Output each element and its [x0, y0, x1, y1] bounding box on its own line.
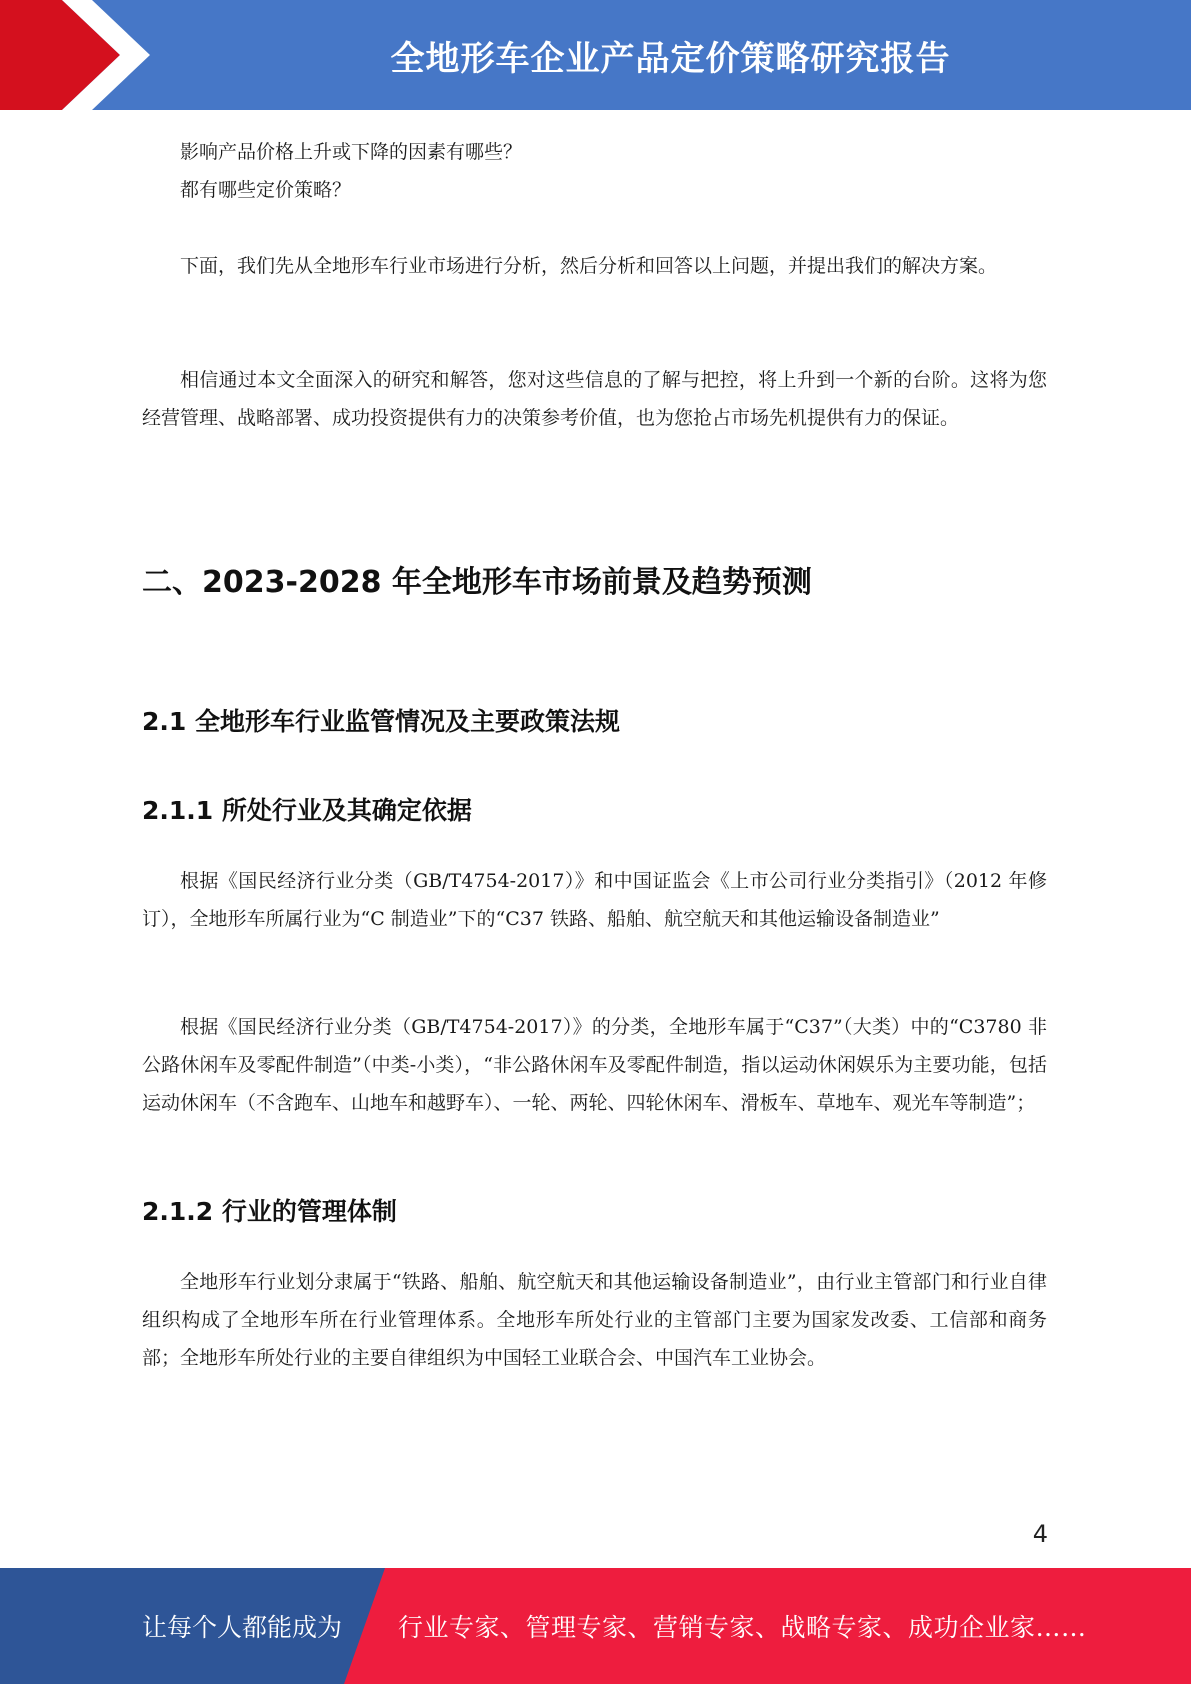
section-2-1-heading: 2.1 全地形车行业监管情况及主要政策法规: [142, 707, 620, 736]
question-2: 都有哪些定价策略？: [180, 179, 352, 201]
intro-paragraph-next: [142, 247, 1047, 285]
footer-slogan-left: 让每个人都能成为: [142, 1613, 343, 1642]
paragraph: 相信通过本文全面深入的研究和解答，您对这些信息的了解与把控，将上升到一个新的台阶。这将为您经营管理、战略部署、成功投资提供有力的决策参考价值，也为您抢占市场先机提供有力的保证。: [142, 369, 1047, 429]
header-banner: [0, 0, 1191, 110]
section-2-heading: 二、2023-2028 年全地形车市场前景及趋势预测: [142, 565, 812, 600]
paragraph: 根据《国民经济行业分类（GB/T4754-2017）》和中国证监会《上市公司行业分类指引》（2012 年修订），全地形车所属行业为“C 制造业”下的“C37 铁路、船舶、航空航天和其他运输设备制造业”: [142, 870, 1047, 930]
paragraph: 全地形车行业划分隶属于“铁路、船舶、航空航天和其他运输设备制造业”，由行业主管部门和行业自律组织构成了全地形车所在行业管理体系。全地形车所处行业的主管部门主要为国家发改委、工信部和商务部；全地形车所处行业的主要自律组织为中国轻工业联合会、中国汽车工业协会。: [142, 1271, 1047, 1369]
question-1: 影响产品价格上升或下降的因素有哪些？: [180, 141, 523, 163]
section-2-1-2-paragraph-1: [142, 1263, 1047, 1377]
footer-banner: [0, 1568, 1191, 1684]
section-2-1-1-heading: 2.1.1 所处行业及其确定依据: [142, 796, 472, 825]
intro-paragraph-believe: [142, 361, 1047, 437]
footer-slogan-right: 行业专家、管理专家、营销专家、战略专家、成功企业家……: [398, 1613, 1087, 1642]
intro-questions: [142, 133, 1047, 209]
paragraph: 根据《国民经济行业分类（GB/T4754-2017）》的分类，全地形车属于“C37”（大类）中的“C3780 非公路休闲车及零配件制造”（中类-小类），“非公路休闲车及零配件制造，指以运动休闲娱乐为主要功能，包括运动休闲车（不含跑车、山地车和越野车）、一轮、两轮、四轮休闲车、滑板车、草地车、观光车等制造”；: [142, 1016, 1047, 1114]
page-number: 4: [1032, 1520, 1048, 1548]
section-2-1-1-paragraph-1: [142, 862, 1047, 938]
paragraph: 下面，我们先从全地形车行业市场进行分析，然后分析和回答以上问题，并提出我们的解决方案。: [180, 255, 998, 277]
section-2-1-2-heading: 2.1.2 行业的管理体制: [142, 1197, 397, 1226]
section-2-1-1-paragraph-2: [142, 1008, 1047, 1122]
report-title: 全地形车企业产品定价策略研究报告: [390, 38, 951, 79]
